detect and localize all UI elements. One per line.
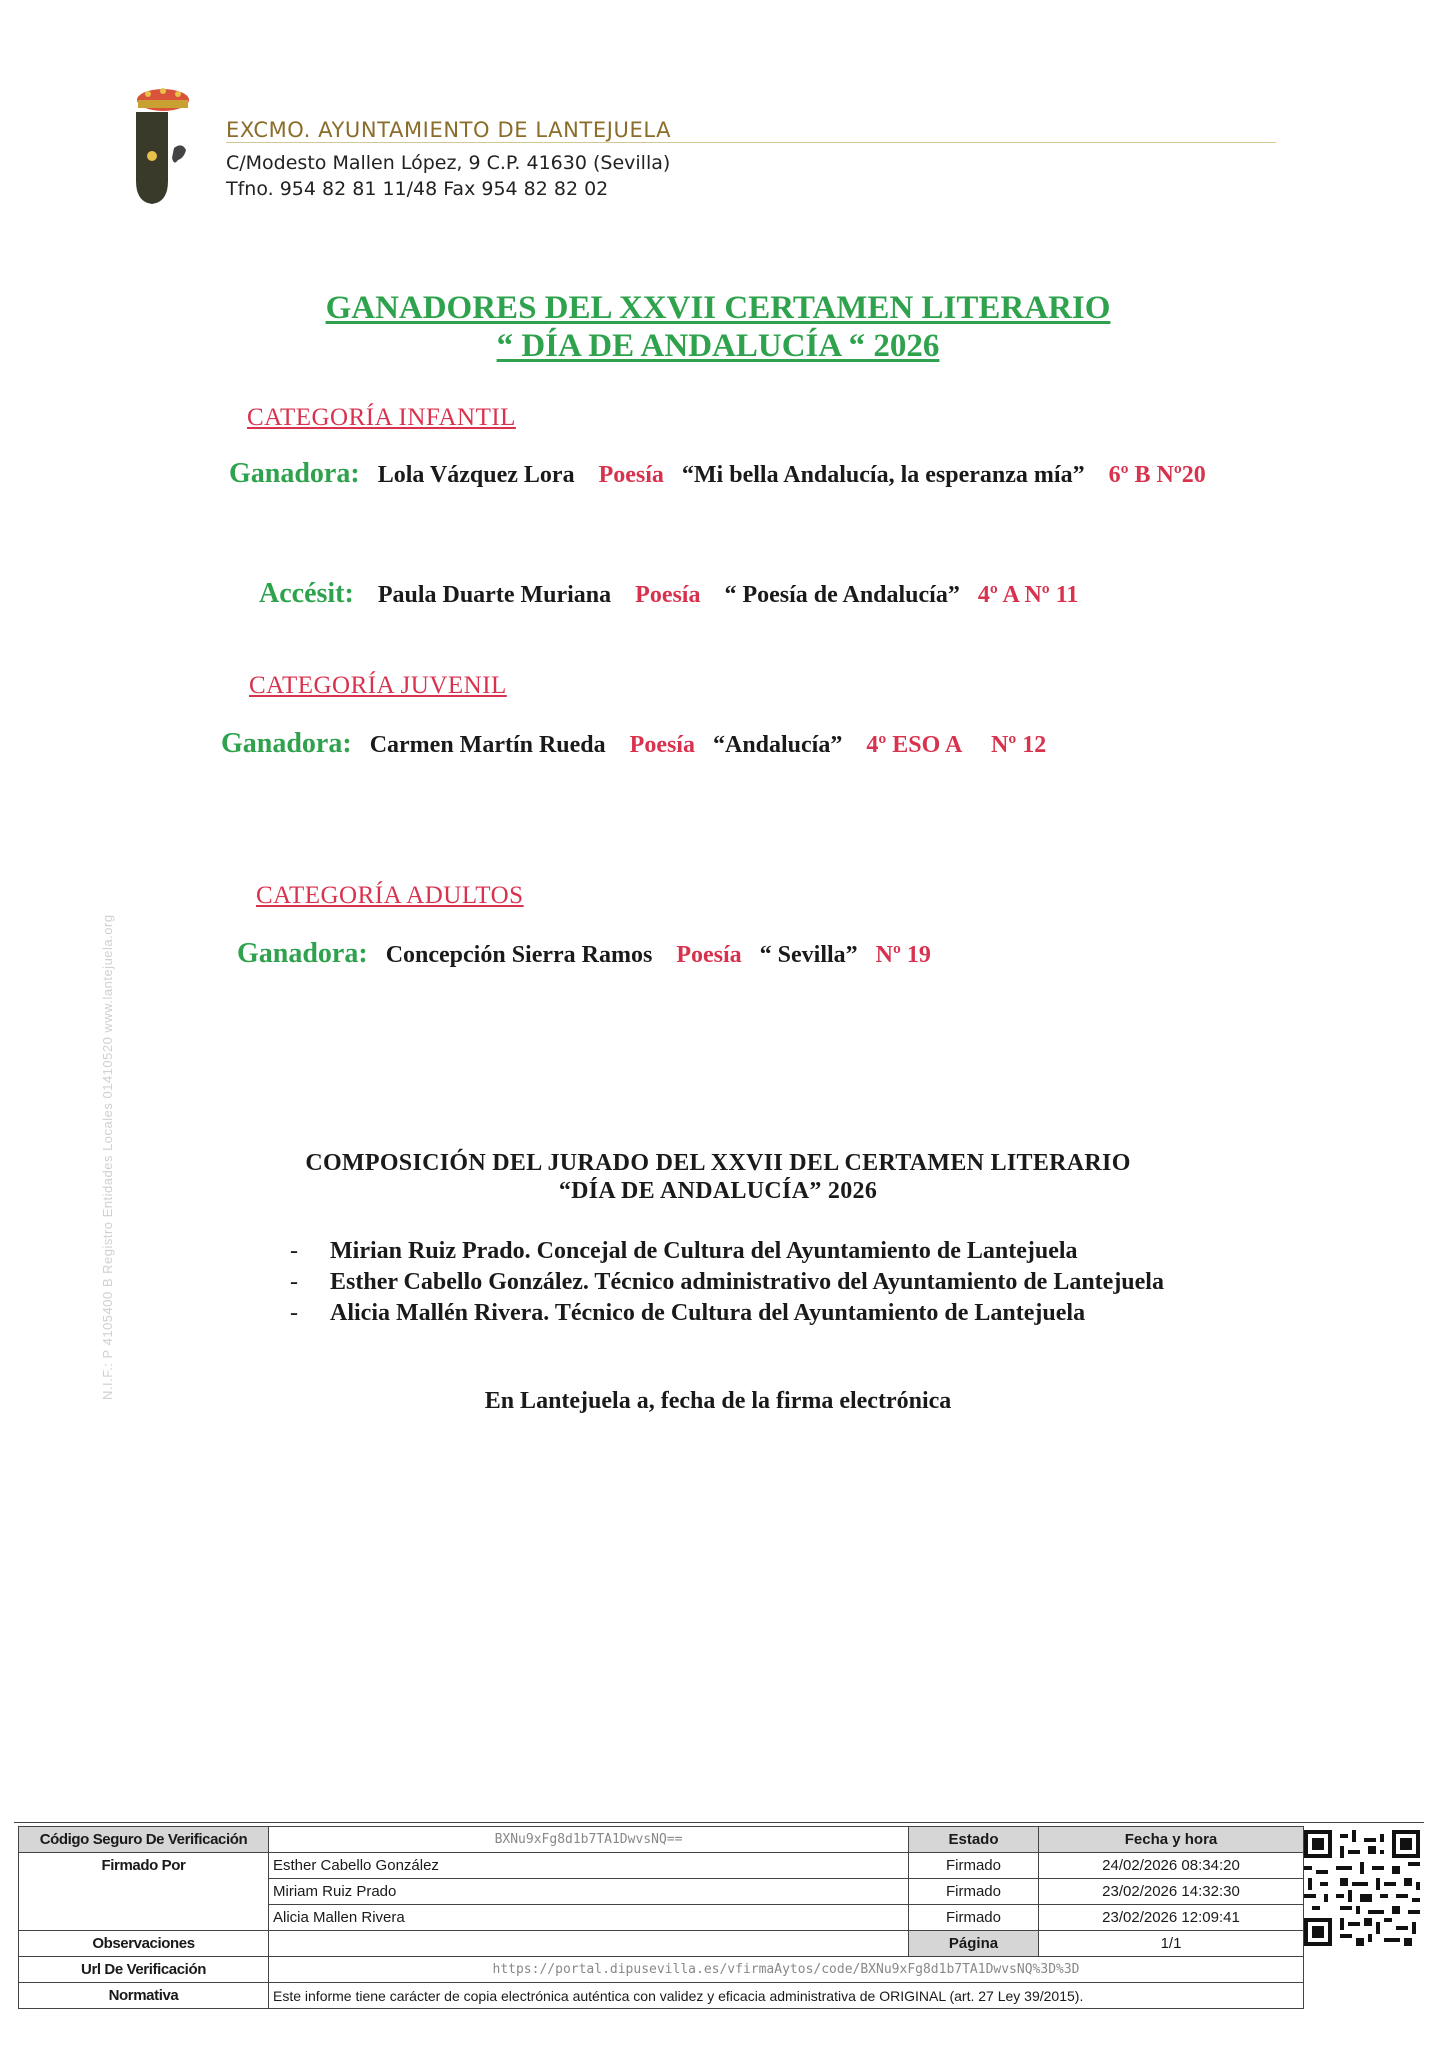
- entry-work: “ Poesía de Andalucía”: [724, 582, 960, 608]
- title-line-1: GANADORES DEL XXVII CERTAMEN LITERARIO: [325, 290, 1111, 326]
- signature-date-line: En Lantejuela a, fecha de la firma electrónica: [484, 1388, 952, 1414]
- title-line-2: “ DÍA DE ANDALUCÍA “ 2026: [496, 328, 940, 364]
- entry-name: Carmen Martín Rueda: [369, 732, 606, 758]
- jury-member: - Alicia Mallén Rivera. Técnico de Cultura del Ayuntamiento de Lantejuela: [290, 1300, 1086, 1326]
- table-row: [19, 1957, 1304, 1983]
- margin-watermark: N.I.F.: P 4105400 B Registro Entidades Locales 01410520 www.lantejuela.org: [100, 914, 115, 1400]
- entry-work: “Andalucía”: [712, 732, 843, 758]
- entry-ref: 4º ESO A Nº 12: [866, 732, 1047, 758]
- entry-name: Paula Duarte Muriana: [377, 582, 612, 608]
- entry-juvenil-winner: [221, 728, 1046, 760]
- jury-title-line-2: “DÍA DE ANDALUCÍA” 2026: [558, 1178, 878, 1204]
- category-heading-infantil: CATEGORÍA INFANTIL: [247, 404, 516, 431]
- csv-value: BXNu9xFg8d1b7TA1DwvsNQ==: [269, 1827, 909, 1853]
- entry-ref: 6º B Nº20: [1108, 462, 1206, 488]
- signer-name: Alicia Mallen Rivera: [269, 1905, 909, 1931]
- letterhead-org: EXCMO. AYUNTAMIENTO DE LANTEJUELA: [226, 118, 672, 142]
- signer-datetime: 23/02/2026 14:32:30: [1039, 1879, 1304, 1905]
- signer-datetime: 24/02/2026 08:34:20: [1039, 1853, 1304, 1879]
- entry-ref: 4º A Nº 11: [977, 582, 1079, 608]
- qr-code-icon: [1304, 1830, 1420, 1946]
- footer-top-rule: [14, 1822, 1424, 1823]
- fecha-label: Fecha y hora: [1039, 1827, 1304, 1853]
- entry-infantil-winner: [229, 458, 1206, 490]
- entry-work: “ Sevilla”: [759, 942, 858, 968]
- verification-url-link[interactable]: https://portal.dipusevilla.es/vfirmaAytos/code/BXNu9xFg8d1b7TA1DwvsNQ%3D%3D: [269, 1957, 1304, 1983]
- verification-table: [18, 1826, 1304, 2009]
- entry-role: Ganadora:: [229, 458, 360, 489]
- entry-genre: Poesía: [635, 582, 701, 608]
- normativa-label: Normativa: [19, 1983, 269, 2009]
- entry-genre: Poesía: [676, 942, 742, 968]
- municipal-crest-logo: [128, 86, 198, 206]
- observaciones-value: [269, 1931, 909, 1957]
- signer-status: Firmado: [909, 1879, 1039, 1905]
- jury-member: - Esther Cabello González. Técnico administrativo del Ayuntamiento de Lantejuela: [290, 1269, 1164, 1295]
- entry-infantil-accesit: [259, 578, 1078, 610]
- table-row: [19, 1827, 1304, 1853]
- signer-datetime: 23/02/2026 12:09:41: [1039, 1905, 1304, 1931]
- entry-name: Lola Vázquez Lora: [377, 462, 575, 488]
- category-heading-adultos: CATEGORÍA ADULTOS: [256, 882, 524, 909]
- firmado-label: Firmado Por: [19, 1853, 269, 1931]
- entry-ref: Nº 19: [875, 942, 931, 968]
- signer-status: Firmado: [909, 1853, 1039, 1879]
- jury-title-line-1: COMPOSICIÓN DEL JURADO DEL XXVII DEL CERTAMEN LITERARIO: [305, 1150, 1131, 1176]
- entry-work: “Mi bella Andalucía, la esperanza mía”: [681, 462, 1085, 488]
- entry-genre: Poesía: [629, 732, 695, 758]
- signer-name: Esther Cabello González: [269, 1853, 909, 1879]
- entry-role: Ganadora:: [237, 938, 368, 969]
- entry-genre: Poesía: [598, 462, 664, 488]
- letterhead-rule: [226, 142, 1276, 143]
- letterhead-address: C/Modesto Mallen López, 9 C.P. 41630 (Sevilla): [226, 152, 671, 174]
- entry-role: Ganadora:: [221, 728, 352, 759]
- table-row: [19, 1983, 1304, 2009]
- signer-name: Miriam Ruiz Prado: [269, 1879, 909, 1905]
- observaciones-label: Observaciones: [19, 1931, 269, 1957]
- url-label: Url De Verificación: [19, 1957, 269, 1983]
- csv-label: Código Seguro De Verificación: [19, 1827, 269, 1853]
- table-row: [19, 1853, 1304, 1879]
- table-row: [19, 1931, 1304, 1957]
- estado-label: Estado: [909, 1827, 1039, 1853]
- letterhead-phone: Tfno. 954 82 81 11/48 Fax 954 82 82 02: [226, 178, 609, 200]
- jury-member: - Mirian Ruiz Prado. Concejal de Cultura del Ayuntamiento de Lantejuela: [290, 1238, 1078, 1264]
- signer-status: Firmado: [909, 1905, 1039, 1931]
- pagina-label: Página: [909, 1931, 1039, 1957]
- category-heading-juvenil: CATEGORÍA JUVENIL: [249, 672, 507, 699]
- pagina-value: 1/1: [1039, 1931, 1304, 1957]
- normativa-value: Este informe tiene carácter de copia electrónica auténtica con validez y eficacia administrativa de ORIGINAL (art. 27 Ley 39/2015).: [269, 1983, 1304, 2009]
- entry-adultos-winner: [237, 938, 931, 970]
- entry-name: Concepción Sierra Ramos: [385, 942, 653, 968]
- jury-member-list: [290, 1236, 1164, 1329]
- entry-role: Accésit:: [259, 578, 354, 609]
